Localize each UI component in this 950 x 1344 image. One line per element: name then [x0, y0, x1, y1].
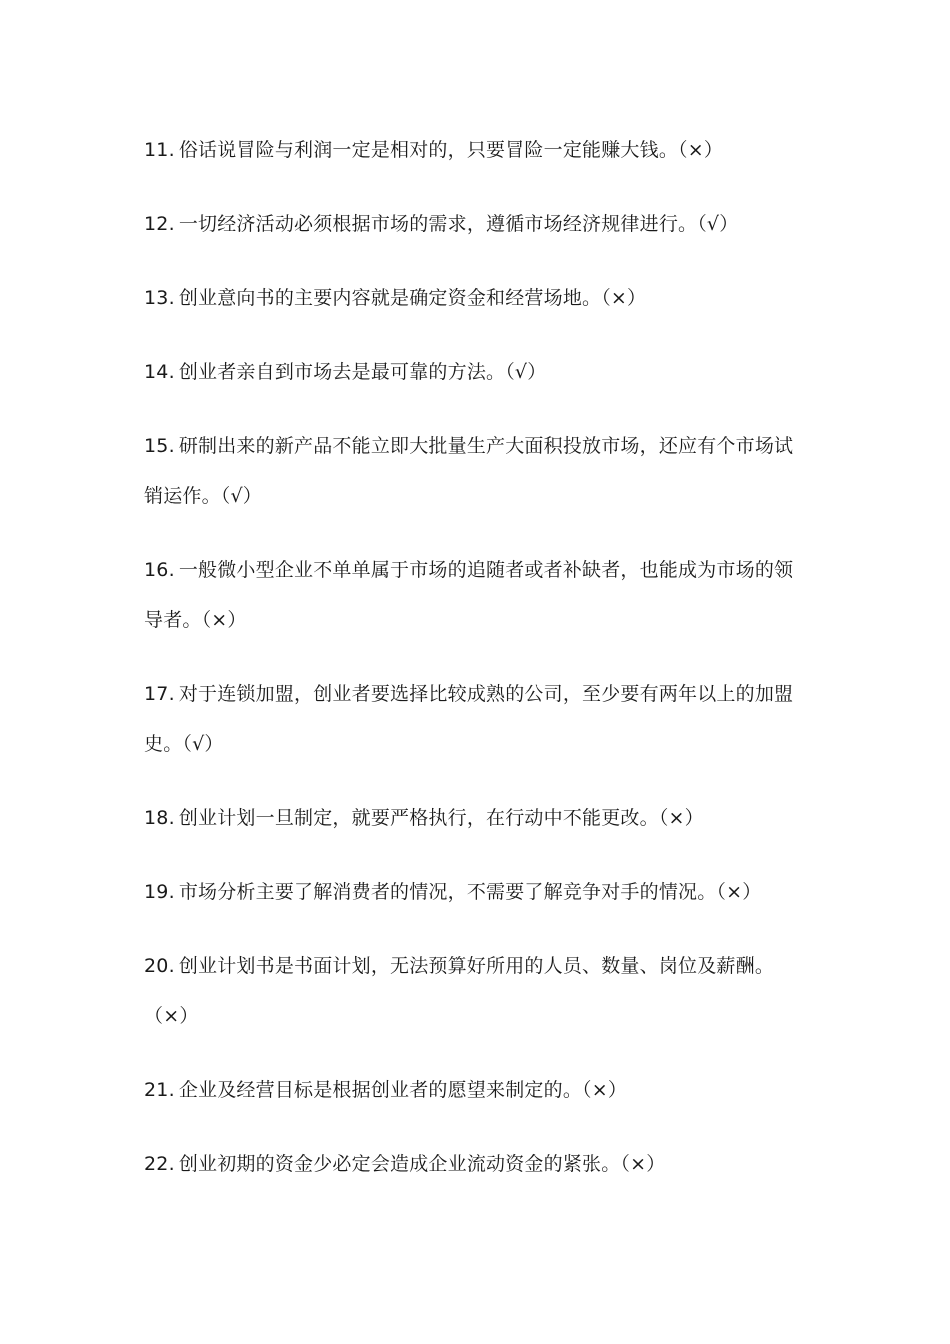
question-text: 一般微小型企业不单单属于市场的追随者或者补缺者，也能成为市场的领导者。（×）: [144, 559, 794, 631]
question-text: 一切经济活动必须根据市场的需求，遵循市场经济规律进行。（√）: [178, 213, 739, 235]
question-text: 市场分析主要了解消费者的情况，不需要了解竞争对手的情况。（×）: [178, 881, 762, 903]
question-number: 22.: [144, 1153, 175, 1175]
question-item: [144, 867, 794, 917]
question-item: [144, 1139, 794, 1189]
question-number: 21.: [144, 1079, 175, 1101]
question-item: [144, 941, 794, 1041]
question-number: 19.: [144, 881, 175, 903]
question-number: 12.: [144, 213, 175, 235]
question-item: [144, 421, 794, 521]
question-number: 17.: [144, 683, 175, 705]
question-item: [144, 273, 794, 323]
question-number: 11.: [144, 139, 175, 161]
question-text: 创业初期的资金少必定会造成企业流动资金的紧张。（×）: [178, 1153, 666, 1175]
question-item: [144, 347, 794, 397]
question-number: 14.: [144, 361, 175, 383]
question-text: 企业及经营目标是根据创业者的愿望来制定的。（×）: [178, 1079, 628, 1101]
question-item: [144, 125, 794, 175]
question-text: 俗话说冒险与利润一定是相对的，只要冒险一定能赚大钱。（×）: [178, 139, 724, 161]
question-text: 创业计划书是书面计划，无法预算好所用的人员、数量、岗位及薪酬。（×）: [144, 955, 775, 1027]
question-number: 15.: [144, 435, 175, 457]
question-number: 16.: [144, 559, 175, 581]
question-text: 研制出来的新产品不能立即大批量生产大面积投放市场，还应有个市场试销运作。（√）: [144, 435, 794, 507]
question-item: [144, 793, 794, 843]
question-item: [144, 545, 794, 645]
question-text: 创业者亲自到市场去是最可靠的方法。（√）: [178, 361, 547, 383]
question-number: 13.: [144, 287, 175, 309]
question-text: 创业计划一旦制定，就要严格执行，在行动中不能更改。（×）: [178, 807, 704, 829]
question-text: 对于连锁加盟，创业者要选择比较成熟的公司，至少要有两年以上的加盟史。（√）: [144, 683, 794, 755]
question-number: 20.: [144, 955, 175, 977]
question-item: [144, 669, 794, 769]
question-text: 创业意向书的主要内容就是确定资金和经营场地。（×）: [178, 287, 647, 309]
question-number: 18.: [144, 807, 175, 829]
question-item: [144, 1065, 794, 1115]
question-item: [144, 199, 794, 249]
true-false-question-list: [144, 125, 794, 1213]
